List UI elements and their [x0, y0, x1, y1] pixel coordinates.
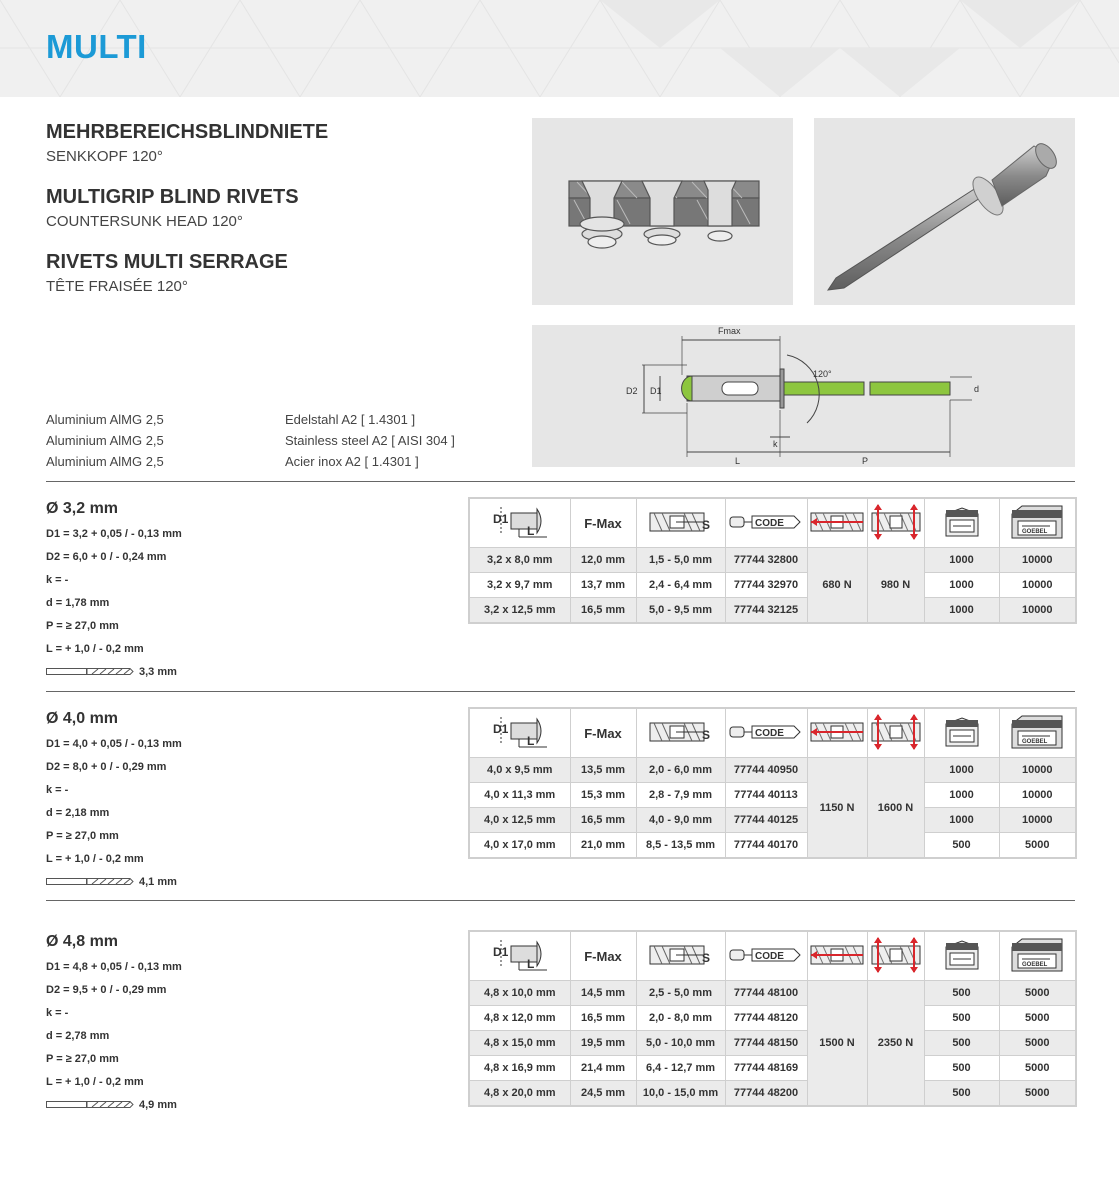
svg-text:CODE: CODE [755, 517, 784, 529]
cell-code: 77744 32970 [725, 573, 807, 598]
shear-force-icon [809, 940, 865, 970]
cell-code: 77744 48120 [725, 1006, 807, 1031]
cell-carton-qty: 10000 [999, 758, 1076, 783]
header-shear [807, 498, 867, 548]
table-row [469, 808, 1076, 833]
svg-text:L: L [526, 956, 535, 971]
cell-grip: 5,0 - 10,0 mm [636, 1031, 725, 1056]
code-tag-icon [728, 943, 804, 967]
section-divider [46, 691, 1075, 692]
cell-box-qty: 1000 [924, 548, 999, 573]
cell-fmax: 16,5 mm [570, 598, 636, 624]
svg-text:GOEBEL: GOEBEL [1022, 528, 1048, 535]
header-shear [807, 708, 867, 758]
spec-line: P = ≥ 27,0 mm [46, 1053, 119, 1065]
cell-grip: 1,5 - 5,0 mm [636, 548, 725, 573]
cell-carton-qty: 5000 [999, 1056, 1076, 1081]
cell-box-qty: 500 [924, 833, 999, 859]
cell-box-qty: 1000 [924, 783, 999, 808]
cell-grip: 10,0 - 15,0 mm [636, 1081, 725, 1107]
diagram-label-d1: D1 [650, 386, 662, 396]
svg-text:CODE: CODE [755, 950, 784, 962]
table-row [469, 1006, 1076, 1031]
cell-grip: 2,0 - 8,0 mm [636, 1006, 725, 1031]
cell-grip: 2,0 - 6,0 mm [636, 758, 725, 783]
drill-size-value: 4,1 mm [139, 876, 177, 888]
cell-size: 4,8 x 20,0 mm [469, 1081, 570, 1107]
table-row [469, 783, 1076, 808]
table-row [469, 573, 1076, 598]
cell-size: 4,8 x 16,9 mm [469, 1056, 570, 1081]
cell-carton-qty: 10000 [999, 808, 1076, 833]
cell-shear: 680 N [807, 548, 867, 624]
spec-line: d = 2,78 mm [46, 1030, 110, 1042]
header-dimension [469, 498, 570, 548]
drill-size-value: 4,9 mm [139, 1099, 177, 1111]
spec-line: D2 = 6,0 + 0 / - 0,24 mm [46, 551, 167, 563]
table-header-row [469, 708, 1076, 758]
section-title: Ø 3,2 mm [46, 500, 119, 517]
svg-text:CODE: CODE [755, 727, 784, 739]
cell-size: 4,0 x 11,3 mm [469, 783, 570, 808]
header-carton-qty [999, 498, 1076, 548]
cell-tensile: 980 N [867, 548, 924, 624]
cell-fmax: 24,5 mm [570, 1081, 636, 1107]
header-fmax: F-Max [570, 931, 636, 981]
cell-box-qty: 1000 [924, 808, 999, 833]
cell-box-qty: 500 [924, 1081, 999, 1107]
table-row [469, 1031, 1076, 1056]
drill-size-value: 3,3 mm [139, 666, 177, 678]
header-shear [807, 931, 867, 981]
table-row [469, 1056, 1076, 1081]
header-box-qty [924, 498, 999, 548]
section-title: Ø 4,8 mm [46, 933, 119, 950]
cell-box-qty: 1000 [924, 758, 999, 783]
cell-fmax: 13,7 mm [570, 573, 636, 598]
shear-force-icon [809, 717, 865, 747]
spec-line: k = - [46, 1007, 69, 1019]
cell-carton-qty: 10000 [999, 573, 1076, 598]
product-table [468, 707, 1077, 859]
cell-size: 3,2 x 9,7 mm [469, 573, 570, 598]
cell-size: 4,0 x 12,5 mm [469, 808, 570, 833]
table-row [469, 758, 1076, 783]
header-code [725, 708, 807, 758]
cell-code: 77744 40113 [725, 783, 807, 808]
cell-code: 77744 40170 [725, 833, 807, 859]
cell-code: 77744 48200 [725, 1081, 807, 1107]
section-divider [46, 481, 1075, 482]
svg-text:S: S [701, 517, 710, 532]
heading-de: MEHRBEREICHSBLINDNIETE [46, 121, 329, 143]
section-divider [46, 900, 1075, 901]
header-dimension [469, 708, 570, 758]
cell-size: 4,8 x 10,0 mm [469, 981, 570, 1006]
cell-code: 77744 48150 [725, 1031, 807, 1056]
page-title: MULTI [46, 28, 147, 65]
header-grip-range [636, 931, 725, 981]
spec-line: L = + 1,0 / - 0,2 mm [46, 853, 144, 865]
heading-fr: RIVETS MULTI SERRAGE [46, 251, 288, 273]
cell-grip: 6,4 - 12,7 mm [636, 1056, 725, 1081]
cell-code: 77744 48100 [725, 981, 807, 1006]
code-tag-icon [728, 510, 804, 534]
carton-box-icon [1008, 935, 1066, 975]
cell-shear: 1150 N [807, 758, 867, 859]
cell-size: 4,0 x 9,5 mm [469, 758, 570, 783]
diagram-label-p: P [862, 456, 869, 466]
cell-code: 77744 32125 [725, 598, 807, 624]
code-tag-icon [728, 720, 804, 744]
spec-line: D2 = 8,0 + 0 / - 0,29 mm [46, 761, 167, 773]
spec-line: D1 = 3,2 + 0,05 / - 0,13 mm [46, 528, 182, 540]
cell-fmax: 16,5 mm [570, 808, 636, 833]
cell-box-qty: 1000 [924, 598, 999, 624]
header-code [725, 931, 807, 981]
cell-box-qty: 500 [924, 1006, 999, 1031]
tensile-force-icon [870, 713, 922, 751]
cell-carton-qty: 5000 [999, 1031, 1076, 1056]
svg-text:L: L [526, 523, 535, 538]
cell-carton-qty: 10000 [999, 548, 1076, 573]
tensile-force-icon [870, 936, 922, 974]
grip-range-icon [646, 507, 716, 537]
header-fmax: F-Max [570, 708, 636, 758]
cell-code: 77744 48169 [725, 1056, 807, 1081]
cell-fmax: 12,0 mm [570, 548, 636, 573]
triangle-pattern [0, 0, 1119, 97]
cell-box-qty: 1000 [924, 573, 999, 598]
header-dimension [469, 931, 570, 981]
heading-en: MULTIGRIP BLIND RIVETS [46, 186, 299, 208]
subheading-en: COUNTERSUNK HEAD 120° [46, 213, 243, 230]
section-title: Ø 4,0 mm [46, 710, 119, 727]
header-tensile [867, 708, 924, 758]
header-grip-range [636, 708, 725, 758]
table-row [469, 833, 1076, 859]
spec-line: d = 2,18 mm [46, 807, 110, 819]
rivet-dimension-icon [487, 715, 553, 749]
header-tensile [867, 931, 924, 981]
subheading-fr: TÊTE FRAISÉE 120° [46, 278, 188, 295]
table-row [469, 981, 1076, 1006]
cell-carton-qty: 5000 [999, 981, 1076, 1006]
product-table [468, 930, 1077, 1107]
cell-fmax: 16,5 mm [570, 1006, 636, 1031]
diagram-label-fmax: Fmax [718, 326, 741, 336]
spec-line: d = 1,78 mm [46, 597, 110, 609]
cell-grip: 8,5 - 13,5 mm [636, 833, 725, 859]
diagram-label-d: d [974, 384, 980, 394]
material-mandrel-en: Stainless steel A2 [ AISI 304 ] [285, 433, 455, 448]
cell-code: 77744 40125 [725, 808, 807, 833]
table-row [469, 598, 1076, 624]
cell-code: 77744 40950 [725, 758, 807, 783]
spec-line: D1 = 4,8 + 0,05 / - 0,13 mm [46, 961, 182, 973]
cell-grip: 2,8 - 7,9 mm [636, 783, 725, 808]
cell-carton-qty: 5000 [999, 833, 1076, 859]
cell-size: 4,0 x 17,0 mm [469, 833, 570, 859]
cell-code: 77744 32800 [725, 548, 807, 573]
grip-range-icon [646, 717, 716, 747]
cell-tensile: 2350 N [867, 981, 924, 1107]
cell-carton-qty: 5000 [999, 1006, 1076, 1031]
cell-fmax: 21,4 mm [570, 1056, 636, 1081]
svg-text:D1: D1 [492, 721, 509, 736]
rivet-photo-image [814, 118, 1075, 305]
svg-text:D1: D1 [492, 511, 509, 526]
subheading-de: SENKKOPF 120° [46, 148, 163, 165]
svg-text:D1: D1 [492, 944, 509, 959]
small-box-icon [942, 714, 982, 750]
cell-box-qty: 500 [924, 1056, 999, 1081]
cell-fmax: 13,5 mm [570, 758, 636, 783]
drill-bit-icon [46, 668, 134, 676]
cell-tensile: 1600 N [867, 758, 924, 859]
carton-box-icon [1008, 712, 1066, 752]
material-body-de: Aluminium AlMG 2,5 [46, 412, 164, 427]
carton-box-icon [1008, 502, 1066, 542]
spec-line: L = + 1,0 / - 0,2 mm [46, 1076, 144, 1088]
header-box-qty [924, 931, 999, 981]
material-body-fr: Aluminium AlMG 2,5 [46, 454, 164, 469]
table-header-row [469, 498, 1076, 548]
material-mandrel-de: Edelstahl A2 [ 1.4301 ] [285, 412, 416, 427]
header-fmax: F-Max [570, 498, 636, 548]
table-header-row [469, 931, 1076, 981]
cell-fmax: 14,5 mm [570, 981, 636, 1006]
cell-grip: 2,4 - 6,4 mm [636, 573, 725, 598]
cell-box-qty: 500 [924, 1031, 999, 1056]
header-grip-range [636, 498, 725, 548]
spec-line: D1 = 4,0 + 0,05 / - 0,13 mm [46, 738, 182, 750]
cell-size: 3,2 x 12,5 mm [469, 598, 570, 624]
grip-range-icon [646, 940, 716, 970]
spec-line: L = + 1,0 / - 0,2 mm [46, 643, 144, 655]
spec-line: k = - [46, 784, 69, 796]
cell-shear: 1500 N [807, 981, 867, 1107]
cell-grip: 4,0 - 9,0 mm [636, 808, 725, 833]
material-mandrel-fr: Acier inox A2 [ 1.4301 ] [285, 454, 419, 469]
cell-carton-qty: 5000 [999, 1081, 1076, 1107]
drill-bit-icon [46, 1101, 134, 1109]
svg-text:L: L [526, 733, 535, 748]
rivet-dimension-diagram [532, 325, 1075, 467]
spec-line: k = - [46, 574, 69, 586]
header-carton-qty [999, 708, 1076, 758]
header-tensile [867, 498, 924, 548]
svg-text:S: S [701, 727, 710, 742]
cell-size: 4,8 x 12,0 mm [469, 1006, 570, 1031]
diagram-label-k: k [773, 439, 778, 449]
spec-line: D2 = 9,5 + 0 / - 0,29 mm [46, 984, 167, 996]
header-banner [0, 0, 1119, 97]
cell-carton-qty: 10000 [999, 598, 1076, 624]
product-table [468, 497, 1077, 624]
cell-fmax: 21,0 mm [570, 833, 636, 859]
diagram-label-angle: 120° [813, 369, 832, 379]
header-code [725, 498, 807, 548]
header-box-qty [924, 708, 999, 758]
small-box-icon [942, 504, 982, 540]
header-carton-qty [999, 931, 1076, 981]
shear-force-icon [809, 507, 865, 537]
spec-line: P = ≥ 27,0 mm [46, 620, 119, 632]
svg-text:S: S [701, 950, 710, 965]
cell-box-qty: 500 [924, 981, 999, 1006]
material-body-en: Aluminium AlMG 2,5 [46, 433, 164, 448]
cell-fmax: 19,5 mm [570, 1031, 636, 1056]
cell-grip: 2,5 - 5,0 mm [636, 981, 725, 1006]
table-row [469, 1081, 1076, 1107]
tensile-force-icon [870, 503, 922, 541]
drill-bit-icon [46, 878, 134, 886]
diagram-label-l: L [735, 456, 741, 466]
cell-carton-qty: 10000 [999, 783, 1076, 808]
cell-size: 4,8 x 15,0 mm [469, 1031, 570, 1056]
spec-line: P = ≥ 27,0 mm [46, 830, 119, 842]
small-box-icon [942, 937, 982, 973]
svg-text:GOEBEL: GOEBEL [1022, 961, 1048, 968]
svg-text:GOEBEL: GOEBEL [1022, 738, 1048, 745]
rivet-dimension-icon [487, 505, 553, 539]
cell-grip: 5,0 - 9,5 mm [636, 598, 725, 624]
diagram-label-d2: D2 [626, 386, 638, 396]
cell-size: 3,2 x 8,0 mm [469, 548, 570, 573]
table-row [469, 548, 1076, 573]
rivet-cross-section-image [532, 118, 793, 305]
rivet-dimension-icon [487, 938, 553, 972]
cell-fmax: 15,3 mm [570, 783, 636, 808]
